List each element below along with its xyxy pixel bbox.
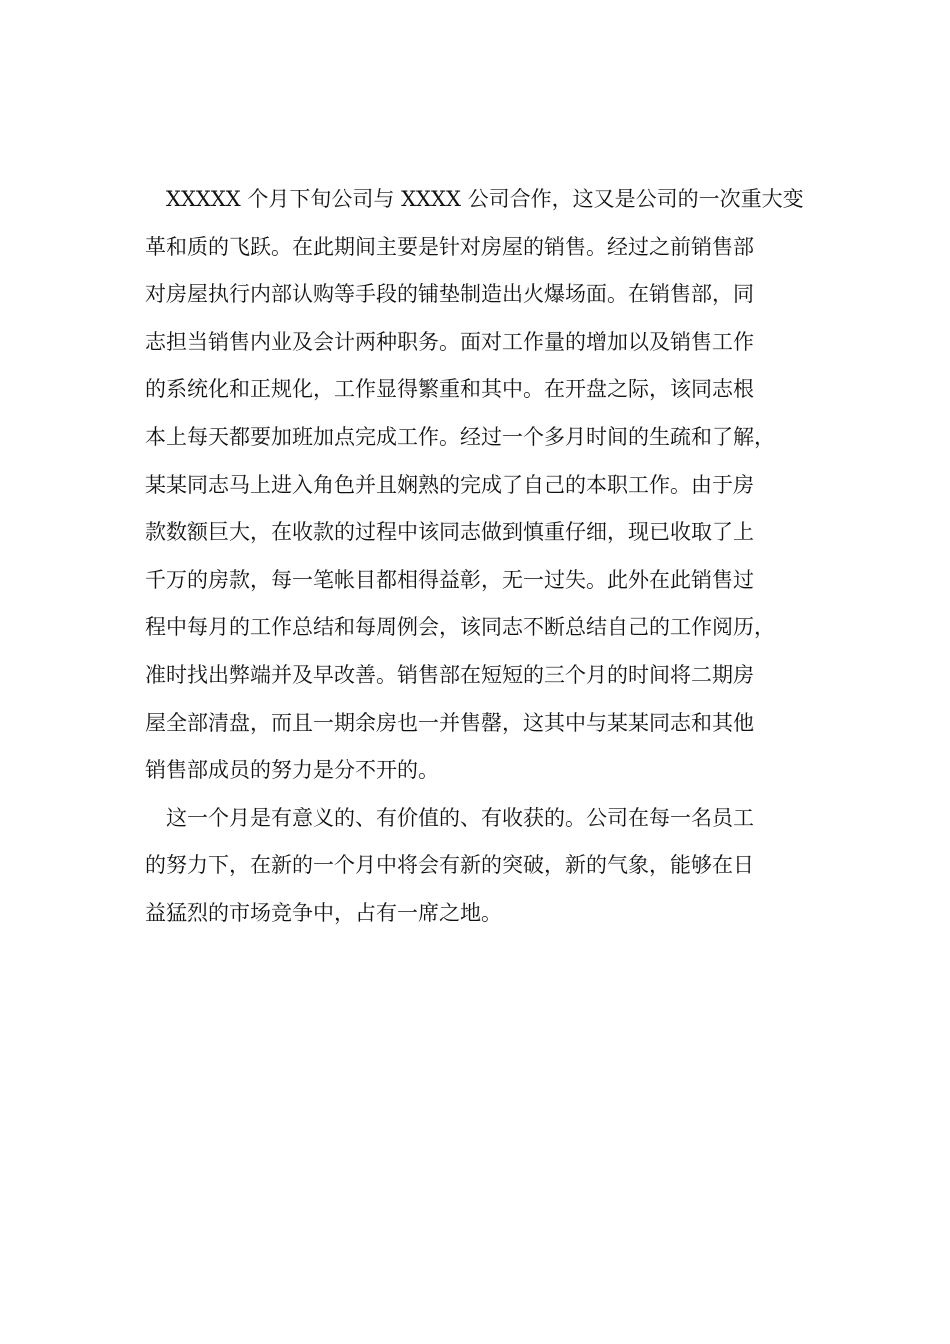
paragraph-line: 本上每天都要加班加点完成工作。经过一个多月时间的生疏和了解， bbox=[145, 424, 775, 449]
paragraph-line: 这一个月是有意义的、有价值的、有收获的。公司在每一名员工 bbox=[166, 805, 754, 830]
paragraph-line: 准时找出弊端并及早改善。销售部在短短的三个月的时间将二期房 bbox=[145, 662, 754, 687]
paragraph-line: 志担当销售内业及会计两种职务。面对工作量的增加以及销售工作 bbox=[145, 329, 754, 354]
paragraph-line: 的努力下，在新的一个月中将会有新的突破，新的气象，能够在日 bbox=[145, 853, 754, 878]
paragraph-line: XXXXX 个月下旬公司与 XXXX 公司合作，这又是公司的一次重大变 bbox=[166, 187, 804, 211]
paragraph-line: 益猛烈的市场竞争中，占有一席之地。 bbox=[145, 900, 502, 925]
document-body bbox=[145, 176, 825, 938]
paragraph-line: 对房屋执行内部认购等手段的铺垫制造出火爆场面。在销售部，同 bbox=[145, 282, 754, 307]
paragraph-line: 的系统化和正规化，工作显得繁重和其中。在开盘之际，该同志根 bbox=[145, 377, 754, 402]
paragraph-2 bbox=[145, 795, 825, 938]
paragraph-line: 革和质的飞跃。在此期间主要是针对房屋的销售。经过之前销售部 bbox=[145, 234, 754, 259]
paragraph-line: 千万的房款，每一笔帐目都相得益彰，无一过失。此外在此销售过 bbox=[145, 567, 754, 592]
paragraph-line: 销售部成员的努力是分不开的。 bbox=[145, 758, 439, 783]
paragraph-line: 屋全部清盘，而且一期余房也一并售罄，这其中与某某同志和其他 bbox=[145, 710, 754, 735]
paragraph-line: 程中每月的工作总结和每周例会，该同志不断总结自己的工作阅历， bbox=[145, 615, 775, 640]
paragraph-line: 款数额巨大，在收款的过程中该同志做到慎重仔细，现已收取了上 bbox=[145, 520, 754, 545]
paragraph-1 bbox=[145, 176, 825, 795]
paragraph-line: 某某同志马上进入角色并且娴熟的完成了自己的本职工作。由于房 bbox=[145, 472, 754, 497]
